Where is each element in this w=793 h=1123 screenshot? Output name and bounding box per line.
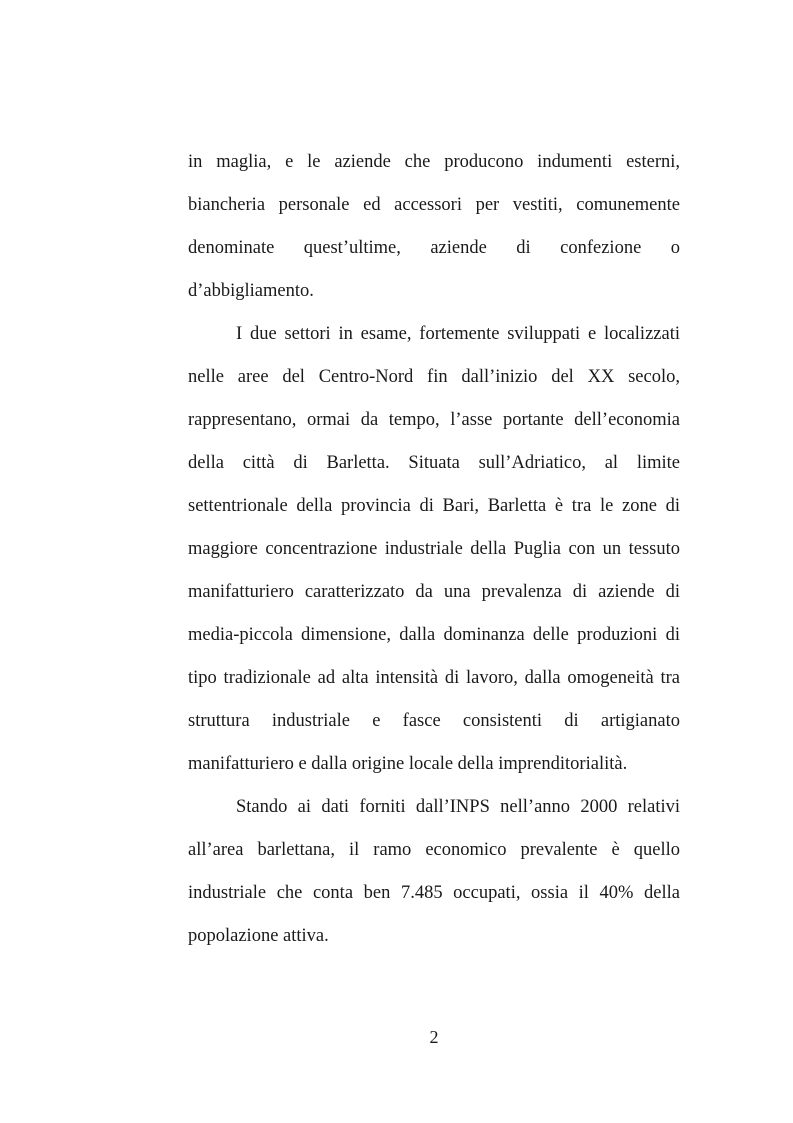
paragraph-continuation: in maglia, e le aziende che producono indumenti esterni, biancheria personale ed accessori per vestiti, comunemente denominate quest’ultime, aziende di confezione o d’abbigliamento. xyxy=(188,152,680,301)
paragraph-inps-data: Stando ai dati forniti dall’INPS nell’anno 2000 relativi all’area barlettana, il ramo economico prevalente è quello industriale che conta ben 7.485 occupati, ossia il 40% della popolazione attiva. xyxy=(188,797,680,946)
body-text xyxy=(188,141,680,958)
page-number: 2 xyxy=(429,1027,439,1047)
paragraph-sectors: I due settori in esame, fortemente sviluppati e localizzati nelle aree del Centro-Nord fin dall’inizio del XX secolo, rappresentano, ormai da tempo, l’asse portante dell’economia della città di Barletta. Situata sull’Adriatico, al limite settentrionale della provincia di Bari, Barletta è tra le zone di maggiore concentrazione industriale della Puglia con un tessuto manifatturiero caratterizzato da una prevalenza di aziende di media-piccola dimensione, dalla dominanza delle produzioni di tipo tradizionale ad alta intensità di lavoro, dalla omogeneità tra struttura industriale e fasce consistenti di artigianato manifatturiero e dalla origine locale della imprenditorialità. xyxy=(188,324,680,774)
